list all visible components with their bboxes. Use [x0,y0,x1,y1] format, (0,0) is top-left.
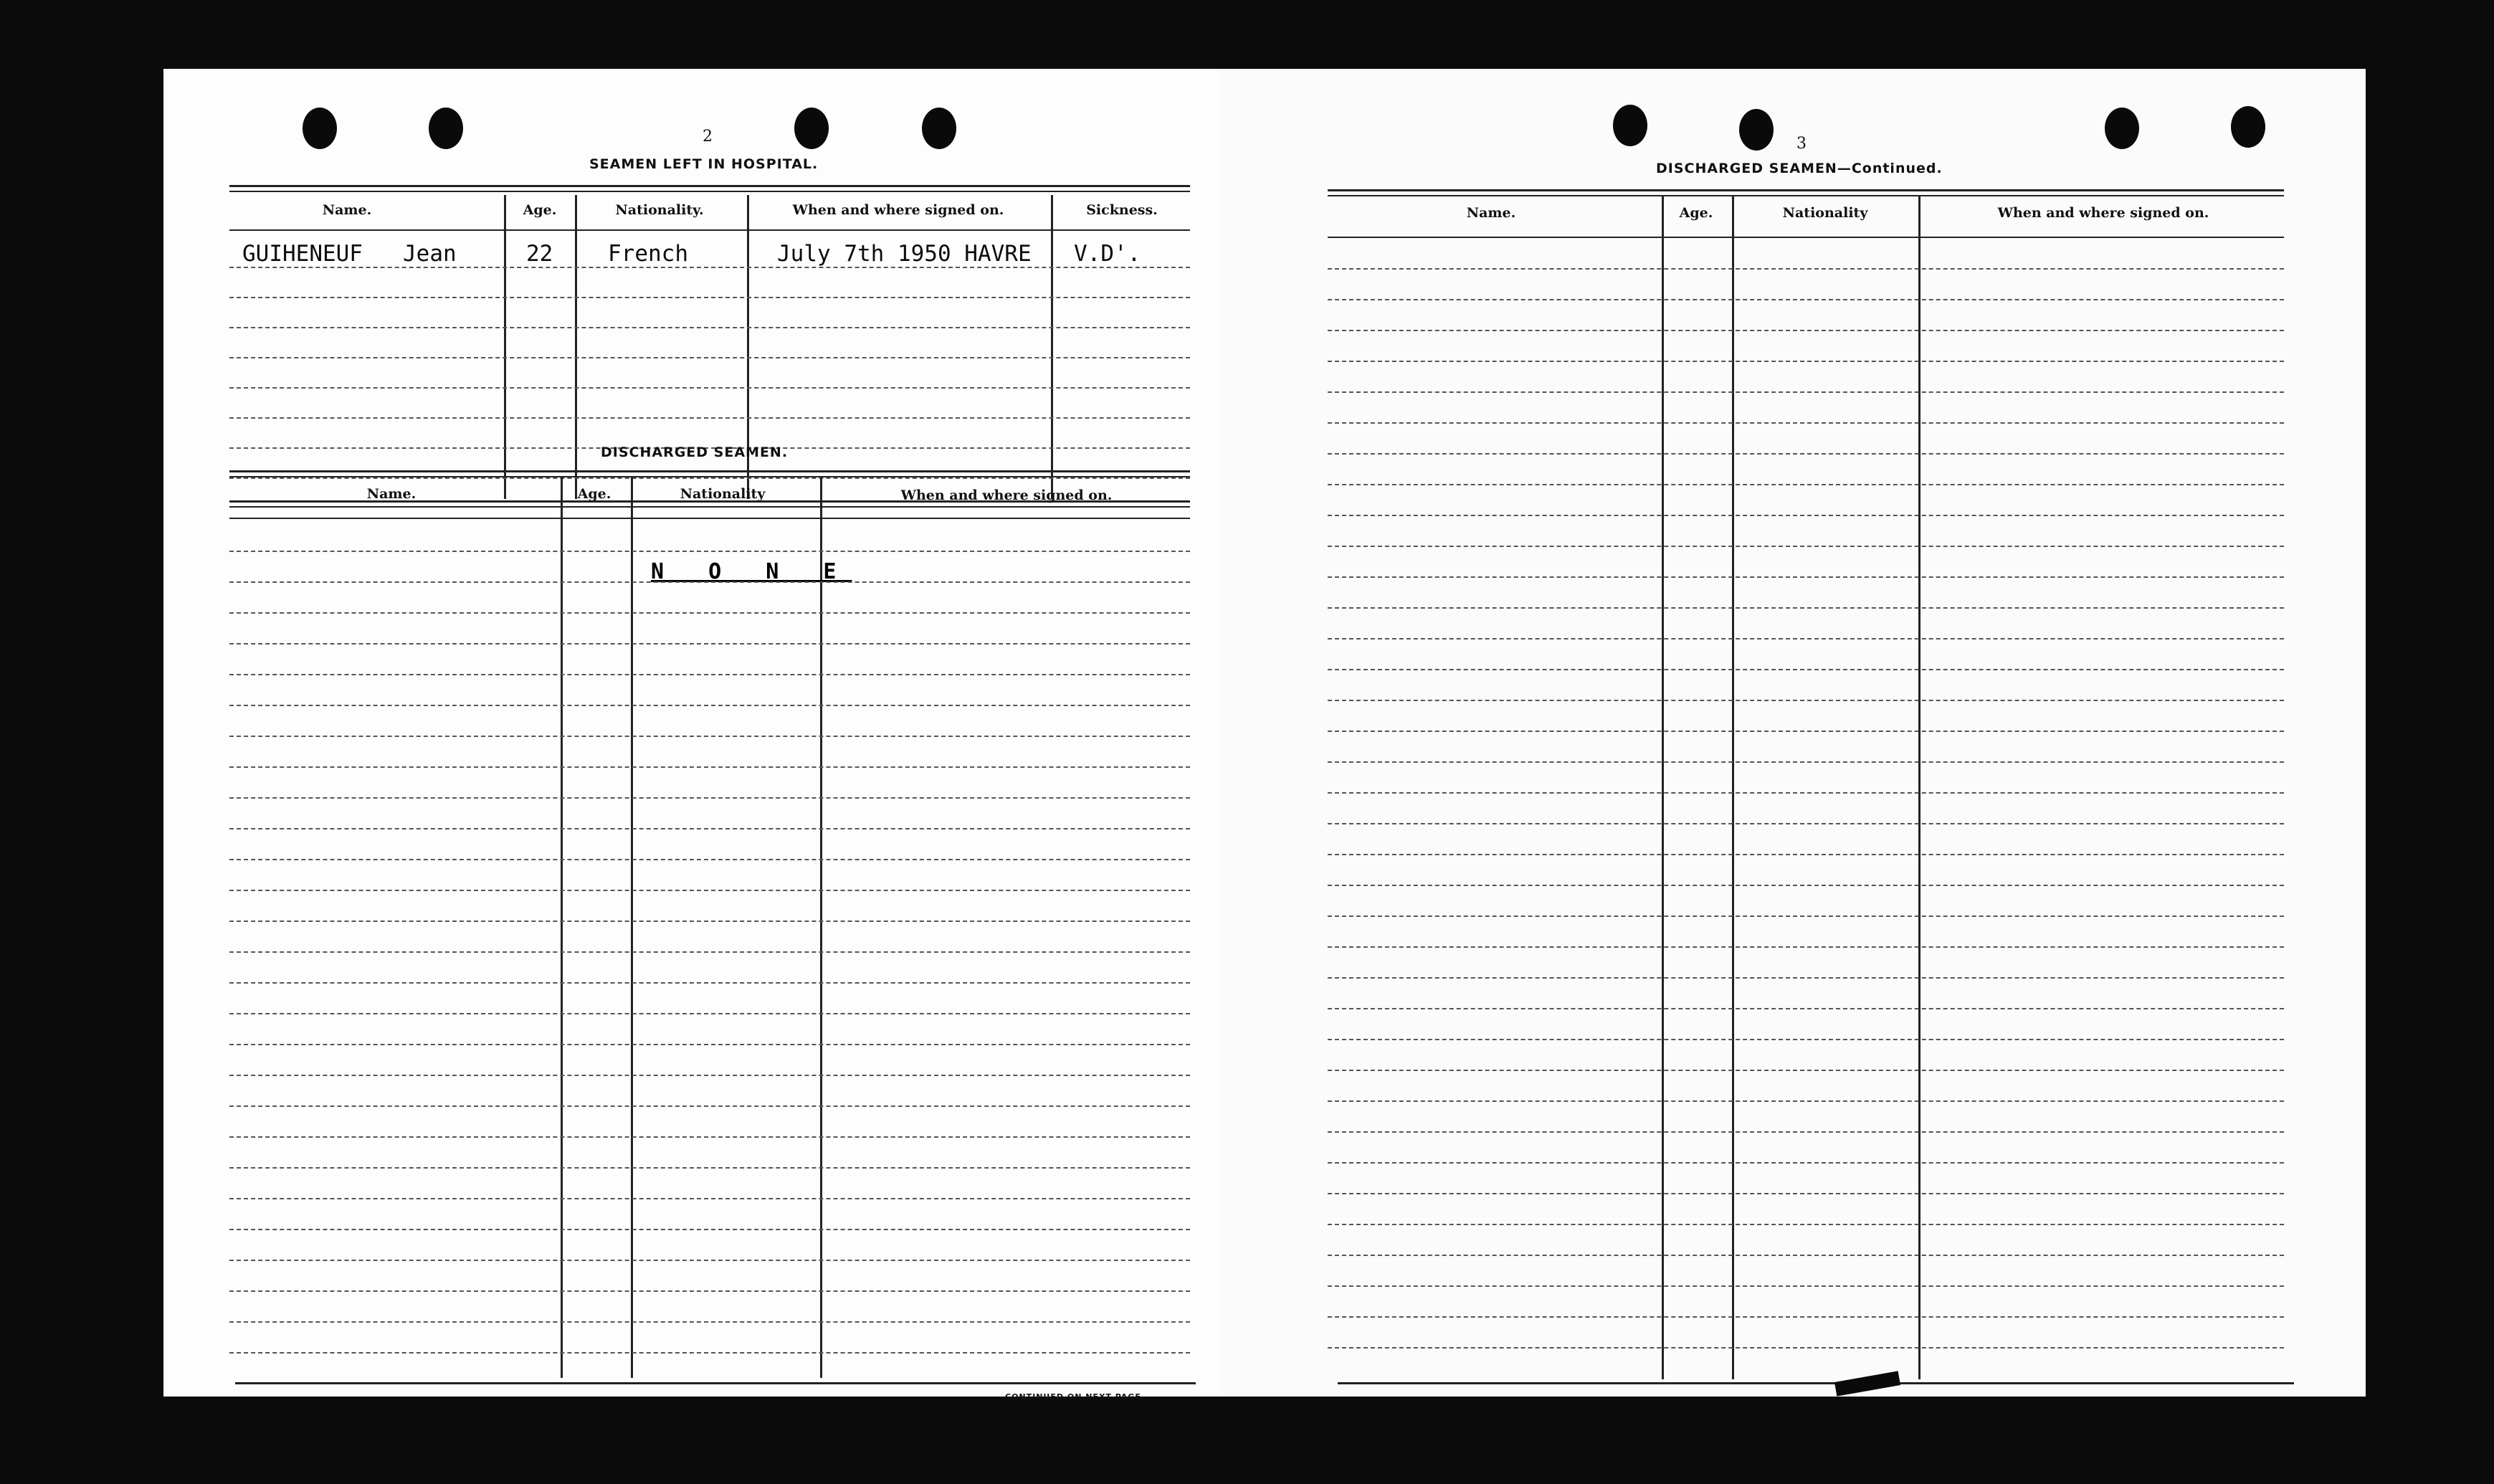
seaman-age: 22 [526,241,553,267]
ruled-line [229,1229,1190,1230]
ruled-line [1328,1193,2284,1194]
continued-col-name: Name. [1466,205,1516,221]
ruled-line [1328,515,2284,516]
discharged-col-name: Name. [366,486,417,502]
seaman-signed-on: July 7th 1950 HAVRE [777,241,1032,267]
ruled-line [1328,638,2284,639]
ruled-line [1328,731,2284,732]
discharged-col-signed-on: When and where signed on. [900,487,1113,503]
ruled-line [229,982,1190,984]
ruled-line [1328,1039,2284,1040]
ruled-line [1328,1008,2284,1009]
ruled-line [1328,422,2284,424]
ruled-line [229,551,1190,552]
ruled-line [229,766,1190,768]
punch-hole [1739,109,1774,151]
ruled-line [229,1352,1190,1354]
ruled-line [229,1321,1190,1323]
ruled-line [1328,1131,2284,1133]
ruled-line [229,1260,1190,1261]
hospital-col-name: Name. [322,202,372,218]
hospital-col-nationality: Nationality. [615,202,704,218]
ruled-line [1328,1347,2284,1349]
ruled-line [1328,268,2284,270]
continued-col-nationality: Nationality [1782,205,1868,221]
ruled-line [1328,299,2284,300]
ruled-line [229,951,1190,953]
ruled-line [1328,1255,2284,1256]
punch-hole [922,108,956,149]
ruled-line [1328,854,2284,855]
continued-col-signed-on: When and where signed on. [1997,205,2209,221]
ruled-line [229,612,1190,614]
ruled-line [1328,761,2284,763]
punch-hole [429,108,463,149]
ruled-line [1328,946,2284,948]
ruled-line [1328,1162,2284,1164]
ruled-line [229,859,1190,860]
ruled-line [229,1075,1190,1076]
ruled-line [229,1167,1190,1169]
hospital-col-signed-on: When and where signed on. [792,202,1004,218]
continued-section-title: DISCHARGED SEAMEN—Continued. [1656,161,1943,176]
ruled-line [229,797,1190,799]
ruled-line [229,1290,1190,1292]
ruled-line [1328,1316,2284,1318]
ruled-line [229,705,1190,706]
ruled-line [229,1044,1190,1045]
ruled-line [1328,576,2284,578]
ruled-line [1328,484,2284,485]
ruled-line [1328,700,2284,701]
ruled-line [1328,915,2284,917]
ruled-line [1328,1224,2284,1225]
seaman-given-name: Jean [403,241,457,267]
ruled-line [1328,1285,2284,1287]
ruled-line [229,890,1190,891]
discharged-section-title: DISCHARGED SEAMEN. [601,444,789,460]
ruled-line [1328,1100,2284,1102]
ruled-line [229,581,1190,583]
ruled-line [229,1136,1190,1138]
ruled-line [1328,453,2284,455]
ruled-line [1328,792,2284,794]
none-entry: N O N E [651,559,852,584]
punch-hole [1613,105,1647,146]
seaman-sickness: V.D'. [1074,241,1141,267]
seaman-nationality: French [608,241,688,267]
ruled-line [1328,391,2284,393]
hospital-section-title: SEAMEN LEFT IN HOSPITAL. [589,156,819,172]
ruled-line [229,921,1190,922]
continued-note: CONTINUED ON NEXT PAGE. [1005,1392,1146,1402]
ruled-line [229,1013,1190,1014]
ruled-line [229,1198,1190,1199]
ruled-line [1328,607,2284,609]
ruled-line [229,828,1190,829]
ruled-line [1328,361,2284,362]
ruled-line [229,1105,1190,1107]
left-page [163,69,1233,1402]
ruled-line [1328,823,2284,824]
ruled-line [229,736,1190,737]
punch-hole [2105,108,2139,149]
ruled-line [1328,669,2284,670]
hospital-col-age: Age. [523,202,557,218]
punch-hole [794,108,829,149]
discharged-col-age: Age. [577,486,611,502]
ruled-line [1328,546,2284,547]
ruled-line [1328,885,2284,886]
ruled-line [1328,977,2284,979]
discharged-col-nationality: Nationality [680,486,766,502]
ruled-line [1328,1070,2284,1071]
page-number: 3 [1796,135,1807,153]
ruled-line [229,674,1190,675]
continued-col-age: Age. [1679,205,1713,221]
ruled-line [1328,330,2284,331]
page-number: 2 [703,128,713,146]
punch-hole [2231,106,2265,148]
punch-hole [303,108,337,149]
hospital-col-sickness: Sickness. [1086,202,1158,218]
ruled-line [229,643,1190,645]
seaman-surname: GUIHENEUF [242,241,363,267]
right-page [1219,69,2366,1397]
